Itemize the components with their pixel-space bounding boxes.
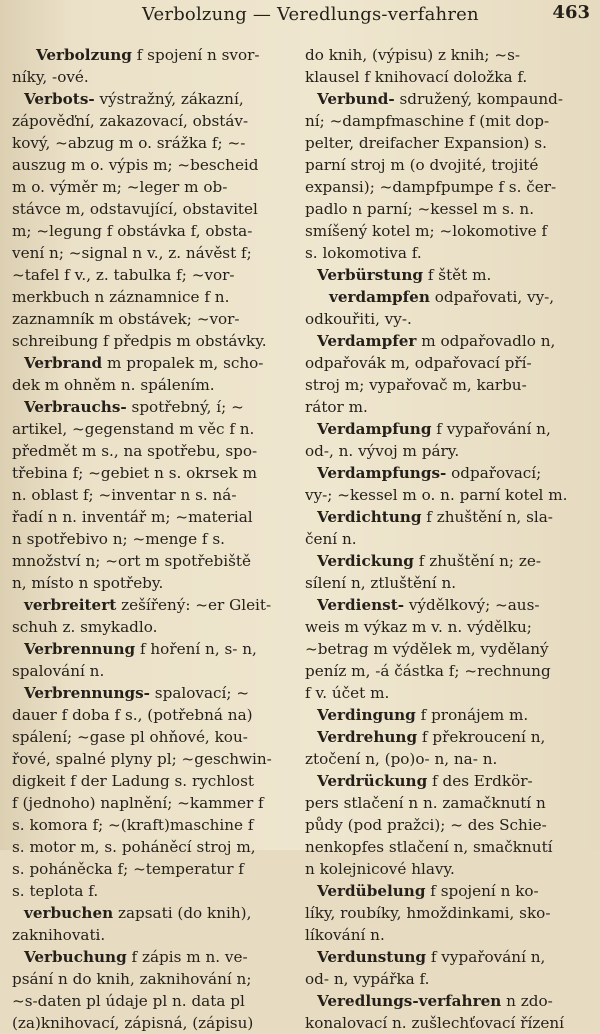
- entry-text: výstražný, zákazní,: [94, 90, 244, 108]
- text-line: [12, 968, 295, 990]
- headword: Verbrauchs-: [24, 398, 127, 416]
- entry-line: [305, 704, 593, 726]
- text-line: [305, 814, 593, 836]
- text-line: [12, 506, 295, 528]
- entry-text: stroj m; vypařovač m, karbu-: [305, 376, 527, 394]
- text-line: [305, 924, 593, 946]
- entry-text: řadí n n. inventář m; ~material: [12, 508, 253, 526]
- entry-text: vy-; ~kessel m o. n. parní kotel m.: [305, 486, 568, 504]
- entry-line: [305, 330, 593, 352]
- text-line: [305, 836, 593, 858]
- entry-text: auszug m o. výpis m; ~bescheid: [12, 156, 259, 174]
- entry-text: f v. účet m.: [305, 684, 390, 702]
- headword: Verdampfungs-: [317, 464, 447, 482]
- entry-text: f vypařování n,: [426, 948, 546, 966]
- entry-text: ~betrag m výdělek m, vydělaný: [305, 640, 549, 658]
- entry-line: [305, 726, 593, 748]
- text-line: [305, 858, 593, 880]
- left-column: [12, 44, 295, 1034]
- text-line: [305, 132, 593, 154]
- entry-text: líkování n.: [305, 926, 385, 944]
- entry-text: f pronájem m.: [415, 706, 529, 724]
- text-line: [12, 748, 295, 770]
- entry-text: f spojení n svor-: [131, 46, 260, 64]
- entry-line: [305, 462, 593, 484]
- entry-text: odpařovati, vy-,: [429, 288, 555, 306]
- entry-text: předmět m s., na spotřebu, spo-: [12, 442, 258, 460]
- text-line: [305, 198, 593, 220]
- entry-text: schreibung f předpis m obstávky.: [12, 332, 267, 350]
- entry-text: f (jednoho) naplnění; ~kammer f: [12, 794, 264, 812]
- headword: verbuchen: [24, 904, 114, 922]
- entry-text: zaknihovati.: [12, 926, 106, 944]
- text-line: [305, 440, 593, 462]
- headword: Verdampfer: [317, 332, 417, 350]
- text-line: [12, 550, 295, 572]
- entry-text: rátor m.: [305, 398, 368, 416]
- entry-line: [305, 946, 593, 968]
- text-line: [305, 396, 593, 418]
- entry-line: [305, 594, 593, 616]
- headword: Verbrennungs-: [24, 684, 150, 702]
- entry-text: klausel f knihovací doložka f.: [305, 68, 528, 86]
- text-line: [305, 682, 593, 704]
- text-line: [12, 308, 295, 330]
- text-line: [12, 528, 295, 550]
- entry-text: spálení; ~gase pl ohňové, kou-: [12, 728, 248, 746]
- headword: verdampfen: [329, 288, 430, 306]
- text-line: [12, 176, 295, 198]
- entry-text: merkbuch n záznamnice f n.: [12, 288, 230, 306]
- text-line: [305, 154, 593, 176]
- entry-text: půdy (pod pražci); ~ des Schie-: [305, 816, 547, 834]
- headword: Verbots-: [24, 90, 95, 108]
- entry-text: zaznamník m obstávek; ~vor-: [12, 310, 240, 328]
- entry-text: peníz m, -á částka f; ~rechnung: [305, 662, 551, 680]
- headword: Veredlungs-verfahren: [317, 992, 502, 1010]
- text-line: [305, 308, 593, 330]
- text-line: [12, 66, 295, 88]
- entry-text: smíšený kotel m; ~lokomotive f: [305, 222, 548, 240]
- text-line: [12, 220, 295, 242]
- entry-line: [305, 990, 593, 1012]
- text-line: [12, 198, 295, 220]
- entry-line: [12, 946, 295, 968]
- text-line: [12, 792, 295, 814]
- text-line: [12, 418, 295, 440]
- text-line: [12, 440, 295, 462]
- entry-line: [305, 880, 593, 902]
- headword: Verdrückung: [317, 772, 428, 790]
- right-column: [305, 44, 593, 1034]
- entry-text: weis m výkaz m v. n. výdělku;: [305, 618, 532, 636]
- text-line: [305, 484, 593, 506]
- text-line: [305, 110, 593, 132]
- entry-text: s. motor m, s. poháněcí stroj m,: [12, 838, 256, 856]
- text-line: [305, 66, 593, 88]
- entry-text: n. oblast f; ~inventar n s. ná-: [12, 486, 237, 504]
- text-line: [12, 726, 295, 748]
- entry-text: sílení n, ztluštění n.: [305, 574, 457, 592]
- text-line: [305, 638, 593, 660]
- entry-text: s. lokomotiva f.: [305, 244, 422, 262]
- entry-text: f spojení n ko-: [425, 882, 539, 900]
- text-line: [305, 968, 593, 990]
- entry-text: sdružený, kompaund-: [394, 90, 564, 108]
- entry-text: od-, n. vývoj m páry.: [305, 442, 460, 460]
- entry-text: spalovací; ~: [149, 684, 250, 702]
- entry-line: [305, 506, 593, 528]
- page-header: [0, 0, 600, 30]
- headword: Verbürstung: [317, 266, 423, 284]
- entry-text: s. teplota f.: [12, 882, 99, 900]
- entry-text: n spotřebivo n; ~menge f s.: [12, 530, 225, 548]
- entry-text: m odpařovadlo n,: [416, 332, 556, 350]
- text-line: [12, 154, 295, 176]
- entry-line: [12, 902, 295, 924]
- text-line: [305, 352, 593, 374]
- text-line: [305, 44, 593, 66]
- text-line: [305, 748, 593, 770]
- headword: verbreitert: [24, 596, 117, 614]
- text-line: [12, 990, 295, 1012]
- entry-text: ztočení n, (po)o- n, na- n.: [305, 750, 498, 768]
- entry-text: ~s-daten pl údaje pl n. data pl: [12, 992, 245, 1010]
- entry-text: dauer f doba f s., (potřebná na): [12, 706, 253, 724]
- entry-text: pers stlačení n n. zamačknutí n: [305, 794, 546, 812]
- entry-line: [12, 682, 295, 704]
- text-line: [305, 1012, 593, 1034]
- headword: Verdichtung: [317, 508, 422, 526]
- entry-text: spalování n.: [12, 662, 105, 680]
- entry-text: digkeit f der Ladung s. rychlost: [12, 772, 254, 790]
- headword: Verbund-: [317, 90, 395, 108]
- entry-text: (za)knihovací, zápisná, (zápisu): [12, 1014, 254, 1032]
- entry-line: [305, 418, 593, 440]
- entry-line: [305, 770, 593, 792]
- entry-text: odkouřiti, vy-.: [305, 310, 412, 328]
- entry-text: nenkopfes stlačení n, smačknutí: [305, 838, 553, 856]
- entry-text: ~tafel f v., z. tabulka f; ~vor-: [12, 266, 235, 284]
- text-line: [305, 660, 593, 682]
- page-number: 463: [552, 2, 590, 23]
- entry-text: f zhuštění n; ze-: [413, 552, 541, 570]
- text-line: [12, 858, 295, 880]
- text-line: [305, 616, 593, 638]
- entry-text: n zdo-: [501, 992, 553, 1010]
- entry-text: třebina f; ~gebiet n s. okrsek m: [12, 464, 257, 482]
- entry-text: čení n.: [305, 530, 357, 548]
- entry-text: ní; ~dampfmaschine f (mit dop-: [305, 112, 550, 130]
- entry-text: artikel, ~gegenstand m věc f n.: [12, 420, 255, 438]
- entry-line: [12, 638, 295, 660]
- entry-text: f zápis m n. ve-: [126, 948, 248, 966]
- entry-text: stávce m, odstavující, obstavitel: [12, 200, 258, 218]
- entry-text: konalovací n. zušlechťovací řízení: [305, 1014, 564, 1032]
- entry-text: n, místo n spotřeby.: [12, 574, 164, 592]
- entry-text: zešířený: ~er Gleit-: [116, 596, 272, 614]
- entry-text: níky, -ové.: [12, 68, 89, 86]
- entry-line: [12, 88, 295, 110]
- entry-text: s. komora f; ~(kraft)maschine f: [12, 816, 254, 834]
- text-line: [12, 770, 295, 792]
- text-line: [305, 528, 593, 550]
- text-line: [12, 484, 295, 506]
- entry-text: pelter, dreifacher Expansion) s.: [305, 134, 547, 152]
- entry-text: odpařovací;: [446, 464, 542, 482]
- text-line: [12, 814, 295, 836]
- entry-text: f hoření n, s- n,: [135, 640, 257, 658]
- entry-text: zápověďní, zakazovací, obstáv-: [12, 112, 249, 130]
- headword: Verdingung: [317, 706, 416, 724]
- entry-text: schuh z. smykadlo.: [12, 618, 158, 636]
- entry-line: [305, 88, 593, 110]
- headword: Verdunstung: [317, 948, 427, 966]
- headword: Verbrennung: [24, 640, 136, 658]
- entry-text: f překroucení n,: [417, 728, 546, 746]
- entry-line: [305, 550, 593, 572]
- entry-text: vení n; ~signal n v., z. návěst f;: [12, 244, 252, 262]
- text-line: [12, 264, 295, 286]
- entry-text: f des Erdkör-: [427, 772, 533, 790]
- entry-text: padlo n parní; ~kessel m s. n.: [305, 200, 535, 218]
- entry-text: spotřebný, í; ~: [126, 398, 244, 416]
- entry-text: do knih, (výpisu) z knih; ~s-: [305, 46, 521, 64]
- entry-text: m; ~legung f obstávka f, obsta-: [12, 222, 253, 240]
- text-line: [12, 880, 295, 902]
- headword: Verbrand: [24, 354, 103, 372]
- entry-text: n kolejnicové hlavy.: [305, 860, 455, 878]
- entry-text: odpařovák m, odpařovací pří-: [305, 354, 532, 372]
- entry-text: líky, roubíky, hmoždinkami, sko-: [305, 904, 551, 922]
- text-line: [305, 220, 593, 242]
- text-line: [12, 286, 295, 308]
- text-line: [12, 330, 295, 352]
- entry-line: [305, 286, 593, 308]
- entry-text: od- n, vypářka f.: [305, 970, 430, 988]
- text-line: [12, 572, 295, 594]
- text-line: [12, 616, 295, 638]
- entry-text: zapsati (do knih),: [113, 904, 252, 922]
- text-line: [305, 792, 593, 814]
- text-line: [305, 374, 593, 396]
- entry-text: s. poháněcka f; ~temperatur f: [12, 860, 244, 878]
- entry-line: [12, 352, 295, 374]
- text-line: [12, 242, 295, 264]
- entry-text: m propalek m, scho-: [102, 354, 264, 372]
- text-line: [305, 242, 593, 264]
- entry-line: [12, 594, 295, 616]
- text-line: [12, 660, 295, 682]
- entry-text: expansi); ~dampfpumpe f s. čer-: [305, 178, 557, 196]
- text-line: [12, 132, 295, 154]
- text-line: [12, 924, 295, 946]
- entry-text: výdělkový; ~aus-: [404, 596, 540, 614]
- headword: Verdampfung: [317, 420, 432, 438]
- entry-text: f štět m.: [423, 266, 492, 284]
- text-line: [305, 902, 593, 924]
- text-line: [12, 374, 295, 396]
- text-line: [12, 462, 295, 484]
- entry-text: kový, ~abzug m o. srážka f; ~-: [12, 134, 246, 152]
- entry-text: parní stroj m (o dvojité, trojité: [305, 156, 539, 174]
- headword: Verdienst-: [317, 596, 405, 614]
- text-line: [12, 110, 295, 132]
- headword: Verdrehung: [317, 728, 418, 746]
- running-head: Verbolzung — Veredlungs-verfahren: [142, 4, 479, 25]
- headword: Verdickung: [317, 552, 414, 570]
- text-line: [12, 836, 295, 858]
- entry-text: dek m ohněm n. spálením.: [12, 376, 215, 394]
- headword: Verbolzung: [36, 46, 132, 64]
- entry-text: řové, spalné plyny pl; ~geschwin-: [12, 750, 272, 768]
- entry-line: [12, 396, 295, 418]
- entry-text: f vypařování n,: [431, 420, 551, 438]
- entry-line: [305, 264, 593, 286]
- headword: Verdübelung: [317, 882, 426, 900]
- text-line: [305, 572, 593, 594]
- text-line: [305, 176, 593, 198]
- entry-text: f zhuštění n, sla-: [421, 508, 553, 526]
- headword: Verbuchung: [24, 948, 127, 966]
- entry-text: m o. výměr m; ~leger m ob-: [12, 178, 228, 196]
- text-line: [12, 1012, 295, 1034]
- text-line: [12, 704, 295, 726]
- entry-text: množství n; ~ort m spotřebiště: [12, 552, 251, 570]
- entry-text: psání n do knih, zaknihování n;: [12, 970, 252, 988]
- entry-line: [12, 44, 295, 66]
